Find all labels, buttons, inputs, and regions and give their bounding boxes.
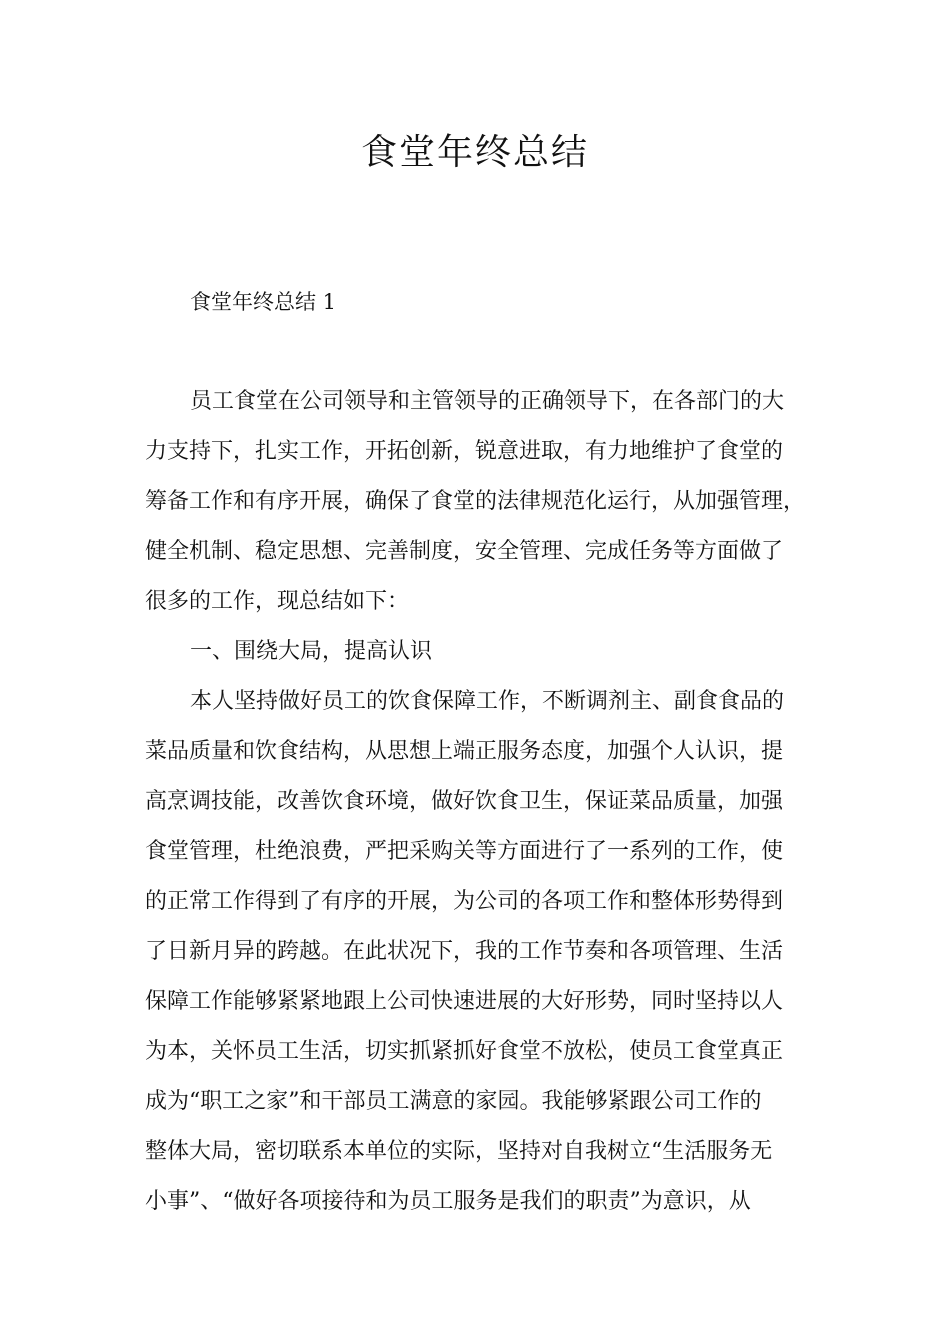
text-line: 保障工作能够紧紧地跟上公司快速进展的大好形势，同时坚持以人 bbox=[145, 989, 784, 1014]
text-line: 力支持下，扎实工作，开拓创新，锐意进取，有力地维护了食堂的 bbox=[145, 439, 784, 464]
text-line: 一、围绕大局，提高认识 bbox=[190, 639, 433, 664]
text-line: 很多的工作，现总结如下： bbox=[145, 589, 410, 614]
text-line: 筹备工作和有序开展，确保了食堂的法律规范化运行，从加强管理， bbox=[145, 489, 806, 514]
text-line: 的正常工作得到了有序的开展，为公司的各项工作和整体形势得到 bbox=[145, 889, 784, 914]
text-line: 小事”、“做好各项接待和为员工服务是我们的职责”为意识，从 bbox=[145, 1189, 751, 1214]
text-line: 员工食堂在公司领导和主管领导的正确领导下，在各部门的大 bbox=[190, 389, 785, 414]
page-title: 食堂年终总结 bbox=[360, 132, 589, 173]
text-line: 了日新月异的跨越。在此状况下，我的工作节奏和各项管理、生活 bbox=[145, 939, 784, 964]
text-line: 高烹调技能，改善饮食环境，做好饮食卫生，保证菜品质量，加强 bbox=[145, 789, 784, 814]
text-line: 本人坚持做好员工的饮食保障工作，不断调剂主、副食食品的 bbox=[190, 689, 785, 714]
text-line: 食堂管理，杜绝浪费，严把采购关等方面进行了一系列的工作，使 bbox=[145, 839, 784, 864]
text-line: 整体大局，密切联系本单位的实际，坚持对自我树立“生活服务无 bbox=[145, 1139, 773, 1164]
body-text bbox=[145, 381, 825, 1223]
text-line: 成为“职工之家”和干部员工满意的家园。我能够紧跟公司工作的 bbox=[145, 1089, 762, 1114]
text-line: 菜品质量和饮食结构，从思想上端正服务态度，加强个人认识，提 bbox=[145, 739, 784, 764]
text-line: 健全机制、稳定思想、完善制度，安全管理、完成任务等方面做了 bbox=[145, 539, 784, 564]
section-subtitle: 食堂年终总结 1 bbox=[190, 290, 337, 314]
text-line: 为本，关怀员工生活，切实抓紧抓好食堂不放松，使员工食堂真正 bbox=[145, 1039, 784, 1064]
